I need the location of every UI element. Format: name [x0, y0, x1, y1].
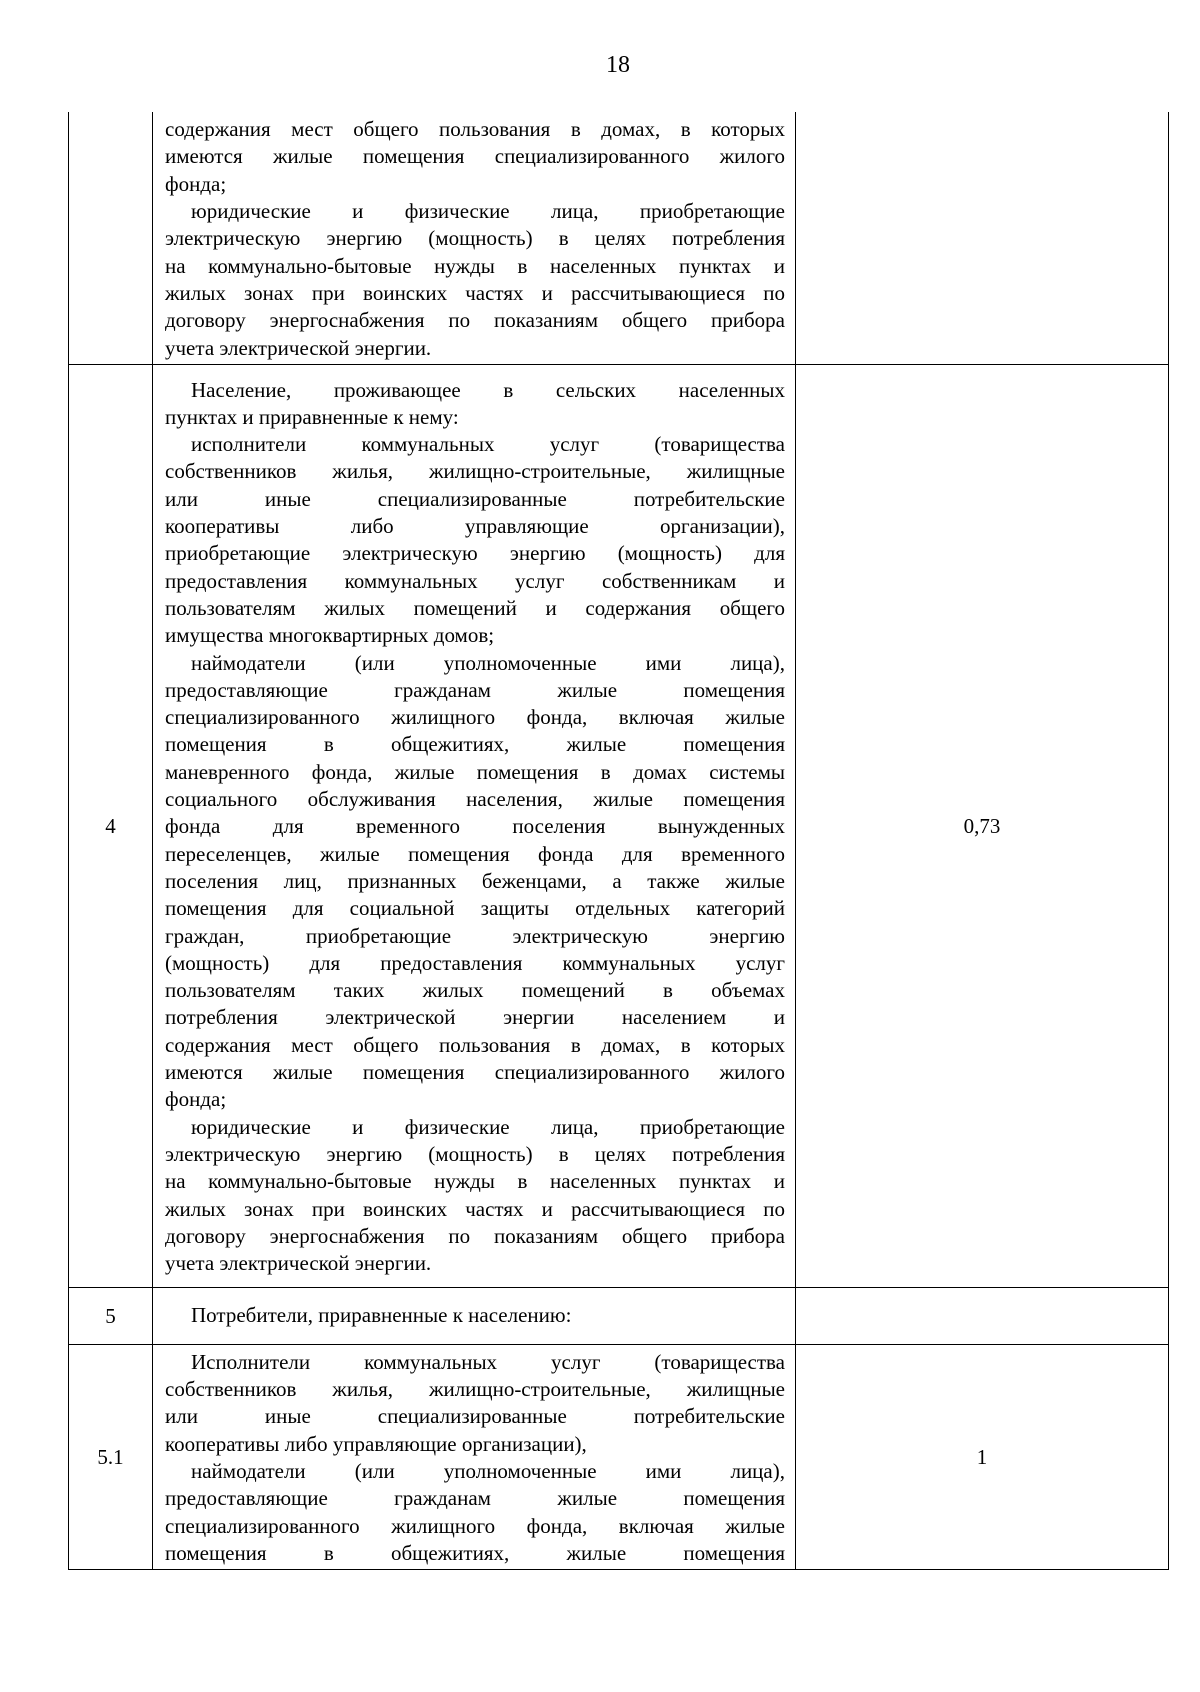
- text-line: на коммунально-бытовые нужды в населенных пунктах и: [165, 1169, 785, 1194]
- row-description-cell: [153, 1345, 796, 1570]
- row-description-cell: [153, 112, 796, 365]
- text-line: содержания мест общего пользования в домах, в которых: [165, 117, 785, 142]
- text-line: наймодатели (или уполномоченные ими лица),: [191, 1459, 785, 1483]
- text-line: договору энергоснабжения по показаниям общего прибора: [165, 308, 785, 333]
- row-number-cell: 5: [69, 1288, 153, 1345]
- text-line: специализированного жилищного фонда, включая жилые: [165, 705, 785, 730]
- text-line: помещения в общежитиях, жилые помещения: [165, 1540, 785, 1565]
- tariff-table: [68, 112, 1169, 1570]
- row-number-cell: 5.1: [69, 1345, 153, 1570]
- text-line: исполнители коммунальных услуг (товарищества: [191, 432, 785, 457]
- text-line: фонда для временного поселения вынужденных: [165, 814, 785, 839]
- text-line: содержания мест общего пользования в домах, в которых: [165, 1032, 785, 1057]
- text-line: юридические и физические лица, приобретающие: [191, 199, 785, 224]
- text-line: фонда;: [165, 171, 227, 196]
- table-row: [69, 112, 1169, 365]
- text-line: предоставления коммунальных услуг собственникам и: [165, 568, 785, 593]
- text-line: Население, проживающее в сельских населенных: [191, 377, 785, 402]
- text-line: граждан, приобретающие электрическую энергию: [165, 923, 785, 948]
- text-line: имущества многоквартирных домов;: [165, 623, 495, 648]
- text-line: учета электрической энергии.: [165, 335, 432, 360]
- text-line: Исполнители коммунальных услуг (товарищества: [191, 1349, 785, 1374]
- text-line: кооперативы либо управляющие организации),: [165, 1431, 587, 1456]
- text-line: собственников жилья, жилищно-строительные, жилищные: [165, 459, 785, 484]
- text-line: жилых зонах при воинских частях и рассчитывающиеся по: [165, 1196, 785, 1221]
- text-line: (мощность) для предоставления коммунальных услуг: [165, 950, 785, 975]
- table-row: [69, 1288, 1169, 1345]
- row-description-cell: [153, 365, 796, 1288]
- row-value-cell: 1: [796, 1345, 1169, 1570]
- text-line: собственников жилья, жилищно-строительные, жилищные: [165, 1377, 785, 1402]
- text-line: договору энергоснабжения по показаниям общего прибора: [165, 1223, 785, 1248]
- text-line: или иные специализированные потребительские: [165, 486, 785, 511]
- text-line: или иные специализированные потребительские: [165, 1404, 785, 1429]
- text-line: пользователям таких жилых помещений в объемах: [165, 978, 785, 1003]
- text-line: помещения в общежитиях, жилые помещения: [165, 732, 785, 757]
- text-line: электрическую энергию (мощность) в целях потребления: [165, 226, 785, 251]
- row-value-cell: 0,73: [796, 365, 1169, 1288]
- text-line: специализированного жилищного фонда, включая жилые: [165, 1513, 785, 1538]
- table-row: [69, 1345, 1169, 1570]
- text-line: пунктах и приравненные к нему:: [165, 404, 459, 429]
- row-description-cell: [153, 1288, 796, 1345]
- text-line: потребления электрической энергии населением и: [165, 1005, 785, 1030]
- text-line: юридические и физические лица, приобретающие: [191, 1114, 785, 1139]
- text-line: кооперативы либо управляющие организации),: [165, 514, 785, 539]
- text-line: учета электрической энергии.: [165, 1251, 432, 1276]
- text-line: фонда;: [165, 1087, 227, 1112]
- text-line: пользователям жилых помещений и содержания общего: [165, 595, 785, 620]
- row-number-cell: [69, 112, 153, 365]
- row-value-cell: [796, 112, 1169, 365]
- text-line: поселения лиц, признанных беженцами, а также жилые: [165, 868, 785, 893]
- text-line: маневренного фонда, жилые помещения в домах системы: [165, 759, 785, 784]
- text-line: имеются жилые помещения специализированного жилого: [165, 144, 785, 169]
- row-number-cell: 4: [69, 365, 153, 1288]
- text-line: предоставляющие гражданам жилые помещения: [165, 1486, 785, 1511]
- text-line: переселенцев, жилые помещения фонда для временного: [165, 841, 785, 866]
- text-line: социального обслуживания населения, жилые помещения: [165, 787, 785, 812]
- text-line: имеются жилые помещения специализированного жилого: [165, 1060, 785, 1085]
- text-line: предоставляющие гражданам жилые помещения: [165, 677, 785, 702]
- text-line: на коммунально-бытовые нужды в населенных пунктах и: [165, 253, 785, 278]
- text-line: наймодатели (или уполномоченные ими лица),: [191, 650, 785, 675]
- table-row: [69, 365, 1169, 1288]
- text-line: приобретающие электрическую энергию (мощность) для: [165, 541, 785, 566]
- page-number: 18: [606, 52, 630, 78]
- text-line: жилых зонах при воинских частях и рассчитывающиеся по: [165, 280, 785, 305]
- text-line: электрическую энергию (мощность) в целях потребления: [165, 1141, 785, 1166]
- text-line: помещения для социальной защиты отдельных категорий: [165, 896, 785, 921]
- row-value-cell: [796, 1288, 1169, 1345]
- text-line: Потребители, приравненные к населению:: [191, 1303, 572, 1328]
